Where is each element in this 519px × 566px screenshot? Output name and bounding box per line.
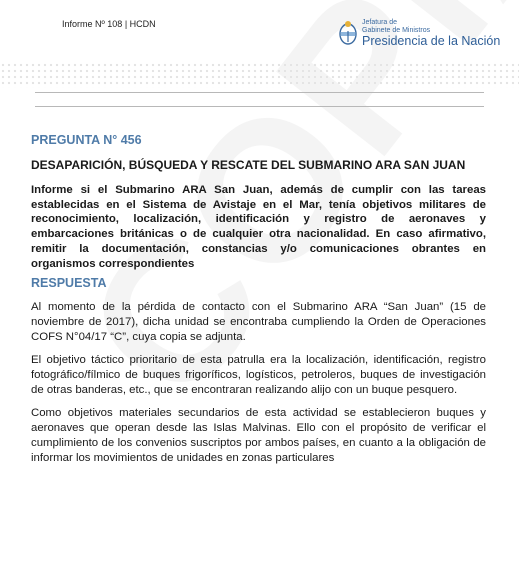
logo-line-1: Jefatura de: [362, 19, 398, 26]
answer-paragraph: Como objetivos materiales secundarios de esta actividad se establecieron buques y aeronaves que operan desde las Islas Malvinas. Ello con el propósito de verificar el cumplimiento de los convenios suscriptos por ambos países, en cuanto a la obligación de informar los movimientos de unidades en zonas particulares: [31, 407, 486, 464]
logo-line-3: Presidencia de la Nación: [362, 34, 501, 49]
question-body: Informe si el Submarino ARA San Juan, además de cumplir con las tareas establecidas en el Sistema de Avistaje en el Mar, tenía objetivos militares de reconocimiento, localización, identificación y registro de aeronaves y embarcaciones británicas o de cualquier otra nacionalidad. En caso afirmativo, remitir la documentación, constancias y/o comunicaciones obrantes en organismos correspondientes: [31, 184, 486, 270]
question-title: DESAPARICIÓN, BÚSQUEDA Y RESCATE DEL SUBMARINO ARA SAN JUAN: [31, 158, 466, 172]
government-logo: [338, 19, 500, 49]
answer-paragraph: Al momento de la pérdida de contacto con el Submarino ARA “San Juan” (15 de noviembre de 2017), dicha unidad se encontraba cumpliendo la Orden de Operaciones COFS N°04/17 “C”, cuya copia se adjunta.: [31, 301, 486, 343]
logo-line-2: Gabinete de Ministros: [362, 26, 431, 34]
document-body: [31, 133, 486, 474]
question-label: PREGUNTA N° 456: [31, 133, 142, 147]
decorative-dot-band: [0, 62, 519, 88]
answer-label: RESPUESTA: [31, 276, 107, 291]
answer-paragraph: El objetivo táctico prioritario de esta patrulla era la localización, identificación, registro fotográfico/fílmico de buques frigoríficos, logísticos, petroleros, buques de investigación de otras banderas, etc., que se encontraran realizando alijo con un buque pesquero.: [31, 354, 486, 396]
divider-bottom: [35, 106, 484, 107]
argentina-coat-of-arms-icon: [338, 19, 358, 45]
divider-top: [35, 92, 484, 93]
report-id: Informe Nº 108 | HCDN: [62, 19, 156, 29]
